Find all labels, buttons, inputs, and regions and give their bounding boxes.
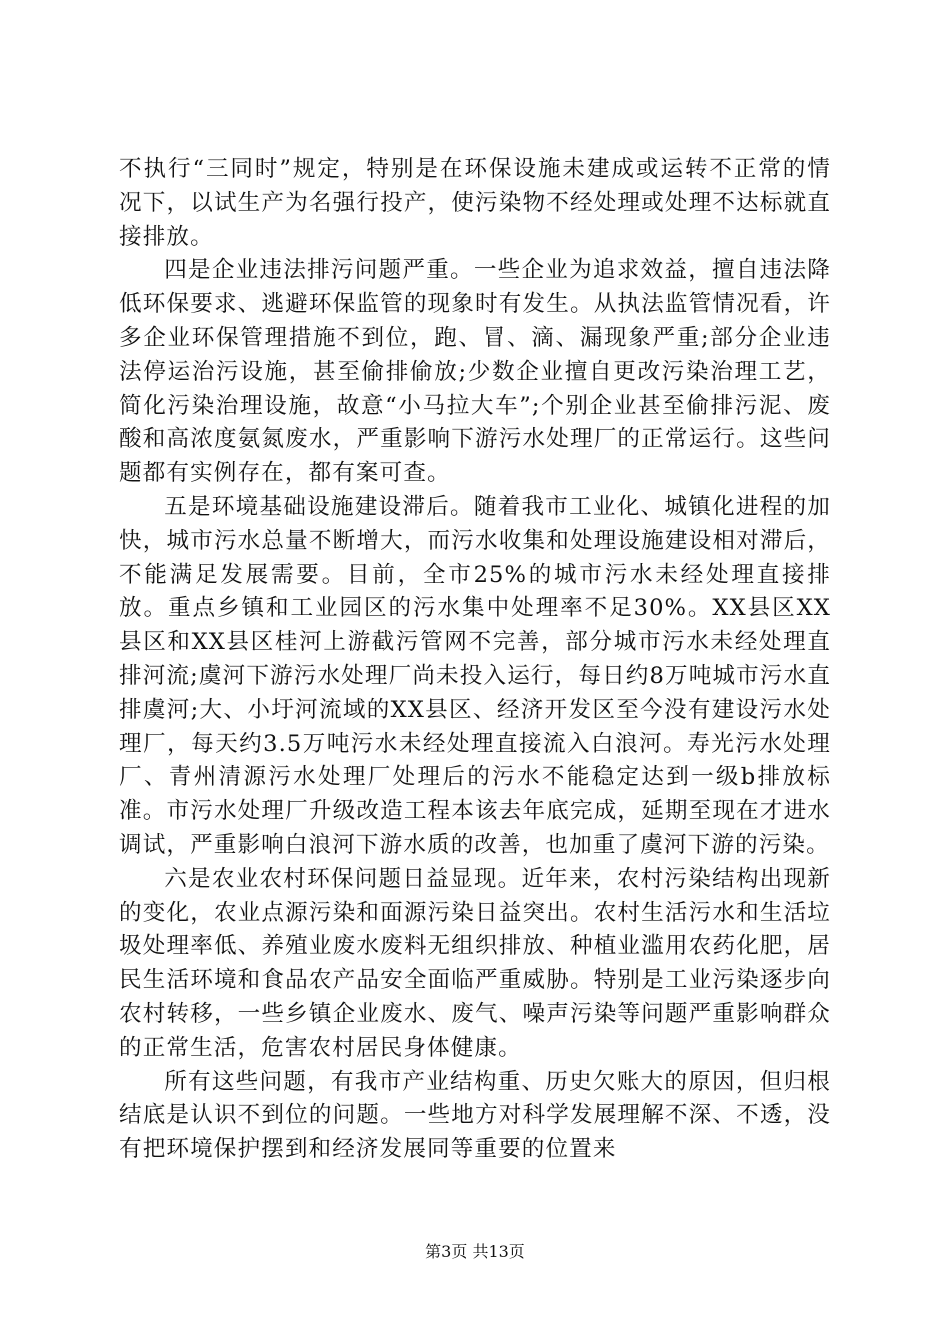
paragraph-infrastructure: 五是环境基础设施建设滞后。随着我市工业化、城镇化进程的加快，城市污水总量不断增大，而污水收集和处理设施建设相对滞后，不能满足发展需要。目前，全市25%的城市污水未经处理直接排放。重点乡镇和工业园区的污水集中处理率不足30%。XX县区XX县区和XX县区桂河上游截污管网不完善，部分城市污水未经处理直排河流;虞河下游污水处理厂尚未投入运行，每日约8万吨城市污水直排虞河;大、小圩河流域的XX县区、经济开发区至今没有建设污水处理厂，每天约3.5万吨污水未经处理直接流入白浪河。寿光污水处理厂、青州清源污水处理厂处理后的污水不能稳定达到一级b排放标准。市污水处理厂升级改造工程本该去年底完成，延期至现在才进水调试，严重影响白浪河下游水质的改善，也加重了虞河下游的污染。	[119, 493, 831, 858]
paragraph-summary: 所有这些问题，有我市产业结构重、历史欠账大的原因，但归根结底是认识不到位的问题。一些地方对科学发展理解不深、不透，没有把环境保护摆到和经济发展同等重要的位置来	[119, 1068, 831, 1163]
page-number-footer: 第3页 共13页	[425, 1242, 525, 1261]
paragraph-enterprise-pollution: 四是企业违法排污问题严重。一些企业为追求效益，擅自违法降低环保要求、逃避环保监管的现象时有发生。从执法监管情况看，许多企业环保管理措施不到位，跑、冒、滴、漏现象严重;部分企业违法停运治污设施，甚至偷排偷放;少数企业擅自更改污染治理工艺，简化污染治理设施，故意“小马拉大车”;个别企业甚至偷排污泥、废酸和高浓度氨氮废水，严重影响下游污水处理厂的正常运行。这些问题都有实例存在，都有案可查。	[119, 257, 831, 487]
paragraph-continuation: 不执行“三同时”规定，特别是在环保设施未建成或运转不正常的情况下，以试生产为名强行投产，使污染物不经处理或处理不达标就直接排放。	[119, 156, 831, 250]
document-body	[119, 153, 831, 1167]
paragraph-rural-environment: 六是农业农村环保问题日益显现。近年来，农村污染结构出现新的变化，农业点源污染和面源污染日益突出。农村生活污水和生活垃圾处理率低、养殖业废水废料无组织排放、种植业滥用农药化肥，居民生活环境和食品农产品安全面临严重威胁。特别是工业污染逐步向农村转移，一些乡镇企业废水、废气、噪声污染等问题严重影响群众的正常生活，危害农村居民身体健康。	[119, 865, 831, 1061]
